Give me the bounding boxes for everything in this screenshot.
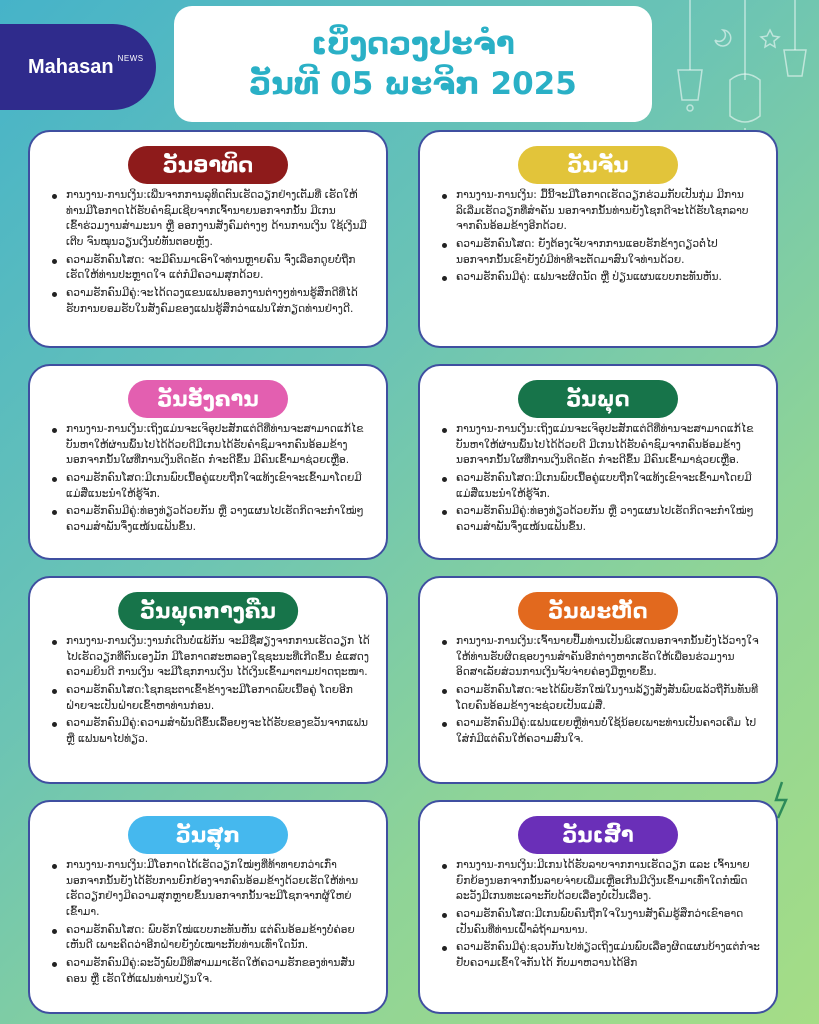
day-card-sunday — [28, 130, 388, 348]
forecast-item: ຄວາມຮັກຄົນມີຄູ່:ແຟນແຍຍຫຼືທ່ານບໍ່ໃຊ້ນ້ອຍເພາະທ່ານເປັນຄາວເຄີ່ມ ໄປໃສ່ກໍມີແຕ່ຄົນໃຫ້ຄວາມສົນໃຈ. — [442, 716, 760, 747]
day-badge: ວັນສຸກ — [128, 816, 288, 854]
day-card-saturday — [418, 800, 778, 1014]
forecast-item: ຄວາມຮັກຄົນມີຄູ່:ທ່ອງທ່ຽວດ້ວຍກັນ ຫຼື ວາງແຜນໄປເຮັດກິດຈະກຳໃໝ່ໆ ຄວາມສຳພັນຈຶ່ງແໜ້ນແຟ້ນຂຶ້ນ. — [442, 504, 760, 535]
forecast-item: ຄວາມຮັກຄົນໂສດ:ມີເກນພົບເນື້ອຄູ່ແບບຖືກໃຈແທ້ງເຂົາຈະເຂົ້າມາໂດຍມີແມ່ສື່ແນະນຳໃຫ້ຮູ້ຈັກ. — [442, 471, 760, 502]
forecast-item: ຄວາມຮັກຄົນໂສດ:ຈະໄດ້ພົບຮັກໃໝ່ໃນງານລ້ຽງສັງສັນພົບແລ້ວຖືກັນທັນທີ ໂດຍຄົນອ້ອມຂ້າງຈະຊ່ວຍເປັນແມ່ສື່. — [442, 683, 760, 714]
day-badge: ວັນອັງຄານ — [128, 380, 288, 418]
forecast-list — [52, 422, 370, 536]
forecast-item: ຄວາມຮັກຄົນໂສດ:ມີເກນພົບເນື້ອຄູ່ແບບຖືກໃຈແທ້ງເຂົາຈະເຂົ້າມາໂດຍມີແມ່ສື່ແນະນຳໃຫ້ຮູ້ຈັກ. — [52, 471, 370, 502]
day-badge: ວັນອາທິດ — [128, 146, 288, 184]
forecast-list — [442, 422, 760, 536]
forecast-item: ຄວາມຮັກຄົນມີຄູ່:ທ່ອງທ່ຽວດ້ວຍກັນ ຫຼື ວາງແຜນໄປເຮັດກິດຈະກຳໃໝ່ໆ ຄວາມສຳພັນຈຶ່ງແໜ້ນແຟ້ນຂຶ້ນ. — [52, 504, 370, 535]
day-card-wednesday-night — [28, 576, 388, 784]
forecast-item: ຄວາມຮັກຄົນມີຄູ່:ຄວາມສຳພັນດີຂຶ້ນເລື້ອຍໆຈະໄດ້ຮັບຂອງຂວັນຈາກແຟນ ຫຼື ແຟນພາໄປທ່ຽວ. — [52, 716, 370, 747]
day-card-friday — [28, 800, 388, 1014]
day-badge: ວັນເສົາ — [518, 816, 678, 854]
forecast-item: ການງານ-ການເງິນ:ງານກໍເດີນບໍ່ແພ້ກັນ ຈະມີຊື່ສຽງຈາກການເຮັດວຽກ ໄດ້ໄປເຮັດວຽກທີ່ຕົນເອງມັກ ມີໂອກາດສະຫລອງໃຊຊະນະທີ່ເກີດຂຶ້ນ ຂໍ່ແສດງຄວາມຍິນດີ ການເງິນ ຈະມີໂຊກການເງິນ ໄດ້ເງິນເຂົ້າມາຕາມປາດຖະໜາ. — [52, 634, 370, 681]
day-badge: ວັນພຸດກາງຄືນ — [118, 592, 298, 630]
forecast-item: ການງານ-ການເງິນ:ເຖິງແມ່ນຈະເຈິອຸປະສັກແຕ່ດີທີ່ທ່ານຈະສາມາດແກ້ໄຂບັນຫາໃຫ້ຜ່ານພົ້ນໄປໄດ້ດ້ວຍດີມີເກນໄດ້ຮັບຄຳຊົມຈາກຄົນອ້ອມຂ້າງ ນອກຈາກນັ້ນໃຜທີ່ການເງິນຕິດຂັດ ກໍຈະດີຂຶ້ນ ມີຄົນເຂົ້າມາຊ່ວຍເຫຼືອ. — [52, 422, 370, 469]
forecast-item: ຄວາມຮັກຄົນມີຄູ່:ລະວັງພົບມືທີສາມມາເຮັດໃຫ້ຄວາມຮັກຂອງທ່ານສັ່ນຄອນ ຫຼື ເຮັດໃຫ້ແຟນທ່ານປ່ຽນໃຈ. — [52, 956, 370, 987]
forecast-item: ຄວາມຮັກຄົນມີຄູ່:ຊວນກັນໄປທ່ຽວເຖິງແມ່ນພົບເລື່ອງຜິດແຜນບ້າງແຕ່ກໍຈະຢັບຄວາມເຂົ້າໃຈກັນໄດ້ ກັບມາຫວານໄດ້ອີກ — [442, 940, 760, 971]
forecast-list — [442, 858, 760, 972]
brand-name: Mahasan — [28, 55, 114, 78]
page-date: ວັນທີ 05 ພະຈິກ 2025 — [249, 66, 577, 102]
brand-logo — [0, 24, 156, 110]
day-card-tuesday — [28, 364, 388, 560]
forecast-list — [442, 634, 760, 748]
day-card-monday — [418, 130, 778, 348]
forecast-item: ຄວາມຮັກຄົນໂສດ:ໂຊກຊະຕາເຂົ້າຂ້າງຈະມີໂອກາດພົບເນື້ອຄູ່ ໂດຍອີກຝ່າຍຈະເປັນຝ່າຍເຂົ້າຫາທ່ານກ່ອນ. — [52, 683, 370, 714]
brand-tag: NEWS — [117, 54, 144, 63]
forecast-item: ການງານ-ການເງິນ:ມີເກນໄດ້ຮັບລາບຈາກການເຮັດວຽກ ແລະ ເຈົ້ານາຍຍົກຍ້ອງນອກຈາກນັ້ນລາຍຈ່າຍເພີ່ມເຫຼືອເກີນມີເງິນເຂົ້າມາເທົ່າໃດກໍໝົດ ລະວັງມີເກນທະເລາະກັບດ້ວຍເລື່ອງບໍ່ເປັນເລື່ອງ. — [442, 858, 760, 905]
day-badge: ວັນພະຫັດ — [518, 592, 678, 630]
forecast-item: ການງານ-ການເງິນ:ເພີ່ນຈາກການລຸທິດຕົນເຮັດວຽກຢ່າງເຕັມທີ່ ເຮັດໃຫ້ທ່ານມີໂອກາດໄດ້ຮັບຄຳຊົມເຊີຍຈາກເຈົ້ານາຍນອກຈາກນັ້ນ ມີເກນເຂົ້າຮ່ວມງານສຳມະນາ ຫຼື ອອກງານສັງຄົມຕ່າງໆ ດ້ານການເງິນ ໃຊ້ເງິນມືເຕີບ ຈົນໝຸນວຽນເງິນບໍ່ທັນຕອບຫຼັງ. — [52, 188, 370, 251]
forecast-item: ການງານ-ການເງິນ:ເຖິງແມ່ນຈະເຈິອຸປະສັກແຕ່ດີທີ່ທ່ານຈະສາມາດແກ້ໄຂບັນຫາໃຫ້ຜ່ານພົ້ນໄປໄດ້ດ້ວຍດີ ມີເກນໄດ້ຮັບຄຳຊົມຈາກຄົນອ້ອມຂ້າງ ນອກຈາກນັ້ນໃຜທີ່ການເງິນຕິດຂັດ ກໍຈະດີຂຶ້ນ ມີຄົນເຂົ້າມາຊ່ວຍເຫຼືອ. — [442, 422, 760, 469]
forecast-item: ຄວາມຮັກຄົນໂສດ: ຈະມີຄົນມາເອົາໃຈທ່ານຫຼາຍຄົນ ຈົ່ງເລືອກດູຍບໍ່ຖືກ ເຮັດໃຫ້ທ່ານປະຫຼາດໃຈ ແຕ່ກໍມີຄວາມສຸກດ້ວຍ. — [52, 253, 370, 284]
forecast-item: ການງານ-ການເງິນ: ມື້ນີ້ຈະມີໂອກາດເຮັດວຽກຮ່ວມກັບເປັນກຸ່ມ ມີການລິເລີ່ມເຮັດວຽກທີ່ສຳຄັນ ນອກຈາກນັ້ນທ່ານຍັງໂຊກດີຈະໄດ້ຮັບໂຊກລາບຈາກຄົນອ້ອມຂ້າງອີກດ້ວຍ. — [442, 188, 760, 235]
forecast-item: ການງານ-ການເງິນ:ເຈົ້ານາຍປື້ມທ່ານເປັນພິເສດນອກຈາກນັ້ນຍັງໄວ້ວາງໃຈໃຫ້ທ່ານຮັບຜິດຊອບງານສຳຄັນອີກຕ່າງຫາກເຮັດໃຫ້ເພື່ອນຮ່ວມງານອິດສາເລັຍສ່ວນການເງິນຈັບຈ່າຍຄ່ອງມືຫຼາຍຂຶ້ນ. — [442, 634, 760, 681]
forecast-list — [52, 188, 370, 317]
page-title: ເບິ່ງດວງປະຈຳ — [311, 25, 515, 62]
day-card-thursday — [418, 576, 778, 784]
forecast-item: ຄວາມຮັກຄົນມີຄູ່: ແຟນຈະຜິດນັດ ຫຼື ປ່ຽນແຜນແບບກະທັນຫັນ. — [442, 270, 760, 286]
forecast-item: ຄວາມຮັກຄົນໂສດ: ພົບຮັກໃໝ່ແບບກະທັນຫັນ ແຕ່ຄົນອ້ອມຂ້າງບໍ່ຄ່ອຍເຫັນດີ ເພາະຄິດວ່າອີກຝ່າຍຍັງບໍ່ເໝາະກັບທ່ານເທົ່າໃດນັກ. — [52, 923, 370, 954]
title-box — [174, 6, 652, 122]
forecast-item: ການງານ-ການເງິນ:ມີໂອກາດໄດ້ເຮັດວຽກໃໝ່ໆທີ່ທ້າທາຍກວ່າເກົ່ານອກຈາກນັ້ນຍັງໄດ້ຮັບການຍົກຍ້ອງຈາກຄົນອ້ອມຂ້າງດ້ວຍເຮັດໃຫ້ທ່ານເຮັດວຽກຢ່າງມີຄວາມສຸກຫຼາຍຂຶ້ນນອກຈາກນັ້ນຈະມີໂຊກຈາກຜູ້ໃຫຍ່ເຂົ້າມາ. — [52, 858, 370, 921]
day-badge: ວັນຈັນ — [518, 146, 678, 184]
forecast-item: ຄວາມຮັກຄົນມີຄູ່:ຈະໄດ້ດວງແຂນແຟນອອກງານຕ່າງໆທ່ານຮູ້ສຶກດີທີ່ໄດ້ຮັບການຍອມຮັບໃນສັງຄົມຂອງແຟນຮູ້ສຶກວ່າແຟນໃສ່ກຽດທ່ານຢ່າງດີ. — [52, 286, 370, 317]
forecast-list — [52, 858, 370, 987]
forecast-item: ຄວາມຮັກຄົນໂສດ:ມີເກນພົບຄົນຖືກໃຈໃນງານສັງຄົມຮູ້ສຶກວ່າເຂົາອາດເປັນຄົນທີ່ທ່ານເຝົ້າລໍຖ້າມານານ. — [442, 907, 760, 938]
day-badge: ວັນພຸດ — [518, 380, 678, 418]
day-card-wednesday — [418, 364, 778, 560]
forecast-list — [52, 634, 370, 748]
forecast-item: ຄວາມຮັກຄົນໂສດ: ຍັງຕ້ອງເຈັບຈາກການແອບຮັກຂ້າງດຽວຕໍ່ໄປ ນອກຈາກນັ້ນເຂົາຍັງບໍ່ມີທ່າທີຈະຕັດມາສົນໃຈທ່ານດ້ວຍ. — [442, 237, 760, 268]
forecast-list — [442, 188, 760, 286]
